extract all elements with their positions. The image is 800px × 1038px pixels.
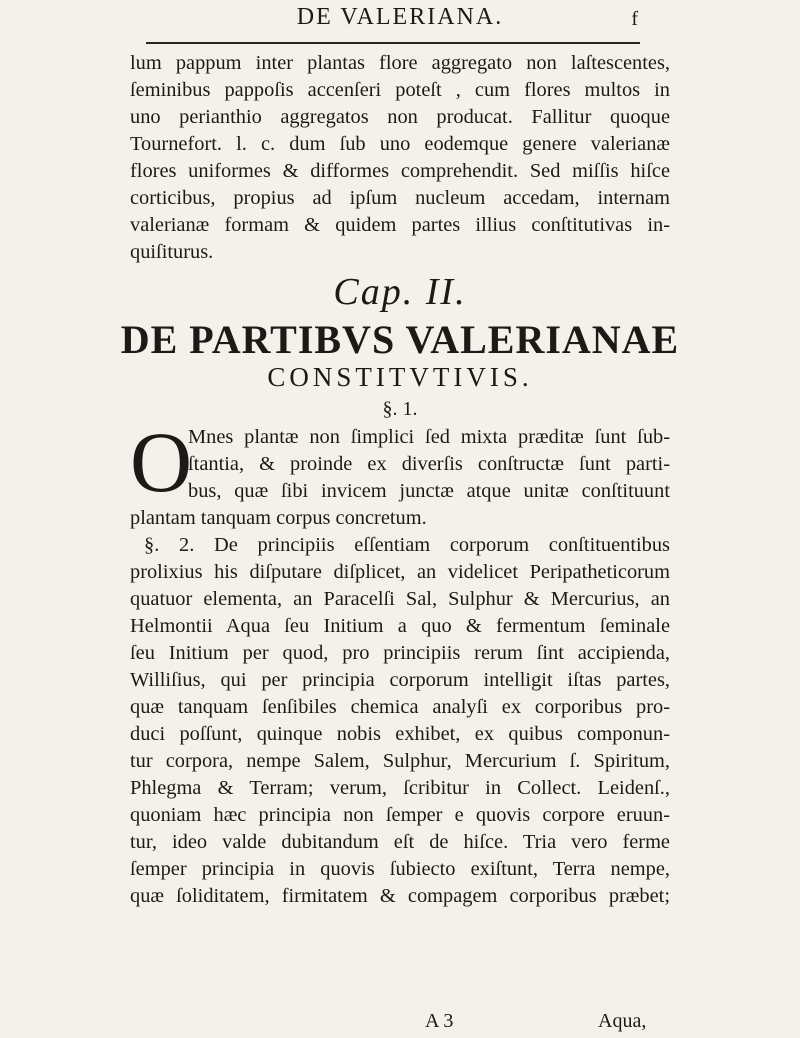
text-line: quatuor elementa, an Paracelſi Sal, Sulphur & Mercurius, an (130, 588, 670, 610)
text-line: ſemper principia in quovis ſubiecto exiſtunt, Terra nempe, (130, 858, 670, 880)
text-line: lum pappum inter plantas flore aggregato non laſtescentes, (130, 52, 670, 74)
text-line: uno perianthio aggregatos non producat. Fallitur quoque (130, 106, 670, 128)
chapter-title: DE PARTIBVS VALERIANAE (120, 317, 680, 362)
catchword: Aqua, (598, 1010, 647, 1032)
body-paragraphs (130, 414, 670, 910)
text-line: quæ tanquam ſenſibiles chemica analyſi ex corporibus pro- (130, 696, 670, 718)
text-line: prolixius his diſputare diſplicet, an videlicet Peripatheticorum (130, 561, 670, 583)
text-line: plantam tanquam corpus concretum. (130, 507, 427, 529)
section-mark: §. 1. (382, 398, 418, 420)
text-line: §. 2. De principiis eſſentiam corporum conſtituentibus (144, 534, 670, 556)
text-line: tur, ideo valde dubitandum eſt de hiſce. Tria vero ferme (130, 831, 670, 853)
text-line: quoniam hæc principia non ſemper e quovis corpore eruun- (130, 804, 670, 826)
drop-cap: O (130, 414, 193, 510)
text-line: Williſius, qui per principia corporum intelligit iſtas partes, (130, 669, 670, 691)
text-line: ſtantia, & proinde ex diverſis conſtructæ ſunt parti- (188, 453, 670, 475)
header-rule (146, 42, 640, 44)
signature-mark: A 3 (425, 1010, 454, 1032)
folio-mark: f (631, 8, 638, 30)
intro-paragraph (130, 50, 670, 266)
text-line: Phlegma & Terram; verum, ſcribitur in Collect. Leidenſ., (130, 777, 670, 799)
text-line: bus, quæ ſibi invicem junctæ atque unitæ conſtituunt (188, 480, 670, 502)
running-title: DE VALERIANA. (296, 4, 504, 30)
text-line: quiſiturus. (130, 241, 214, 263)
text-line: tur corpora, nempe Salem, Sulphur, Mercurium ſ. Spiritum, (130, 750, 670, 772)
text-line: ſeu Initium per quod, pro principiis rerum ſint accipienda, (130, 642, 670, 664)
text-line: duci poſſunt, quinque nobis exhibet, ex quibus componun- (130, 723, 670, 745)
text-line: flores uniformes & difformes comprehendit. Sed miſſis hiſce (130, 160, 670, 182)
running-head (0, 2, 800, 38)
text-line: Helmontii Aqua ſeu Initium a quo & fermentum ſeminale (130, 615, 670, 637)
text-line: valerianæ formam & quidem partes illius conſtitutivas in- (130, 214, 670, 236)
chapter-subtitle: CONSTITVTIVIS. (267, 362, 533, 392)
text-line: corticibus, propius ad ipſum nucleum accedam, internam (130, 187, 670, 209)
text-line: quæ ſoliditatem, firmitatem & compagem corporibus præbet; (130, 885, 670, 907)
chapter-number: Cap. II. (333, 271, 467, 313)
text-line: Tournefort. l. c. dum ſub uno eodemque genere valerianæ (130, 133, 670, 155)
text-line: Mnes plantæ non ſimplici ſed mixta præditæ ſunt ſub- (188, 426, 670, 448)
text-line: ſeminibus pappoſis accenſeri poteſt , cum flores multos in (130, 79, 670, 101)
